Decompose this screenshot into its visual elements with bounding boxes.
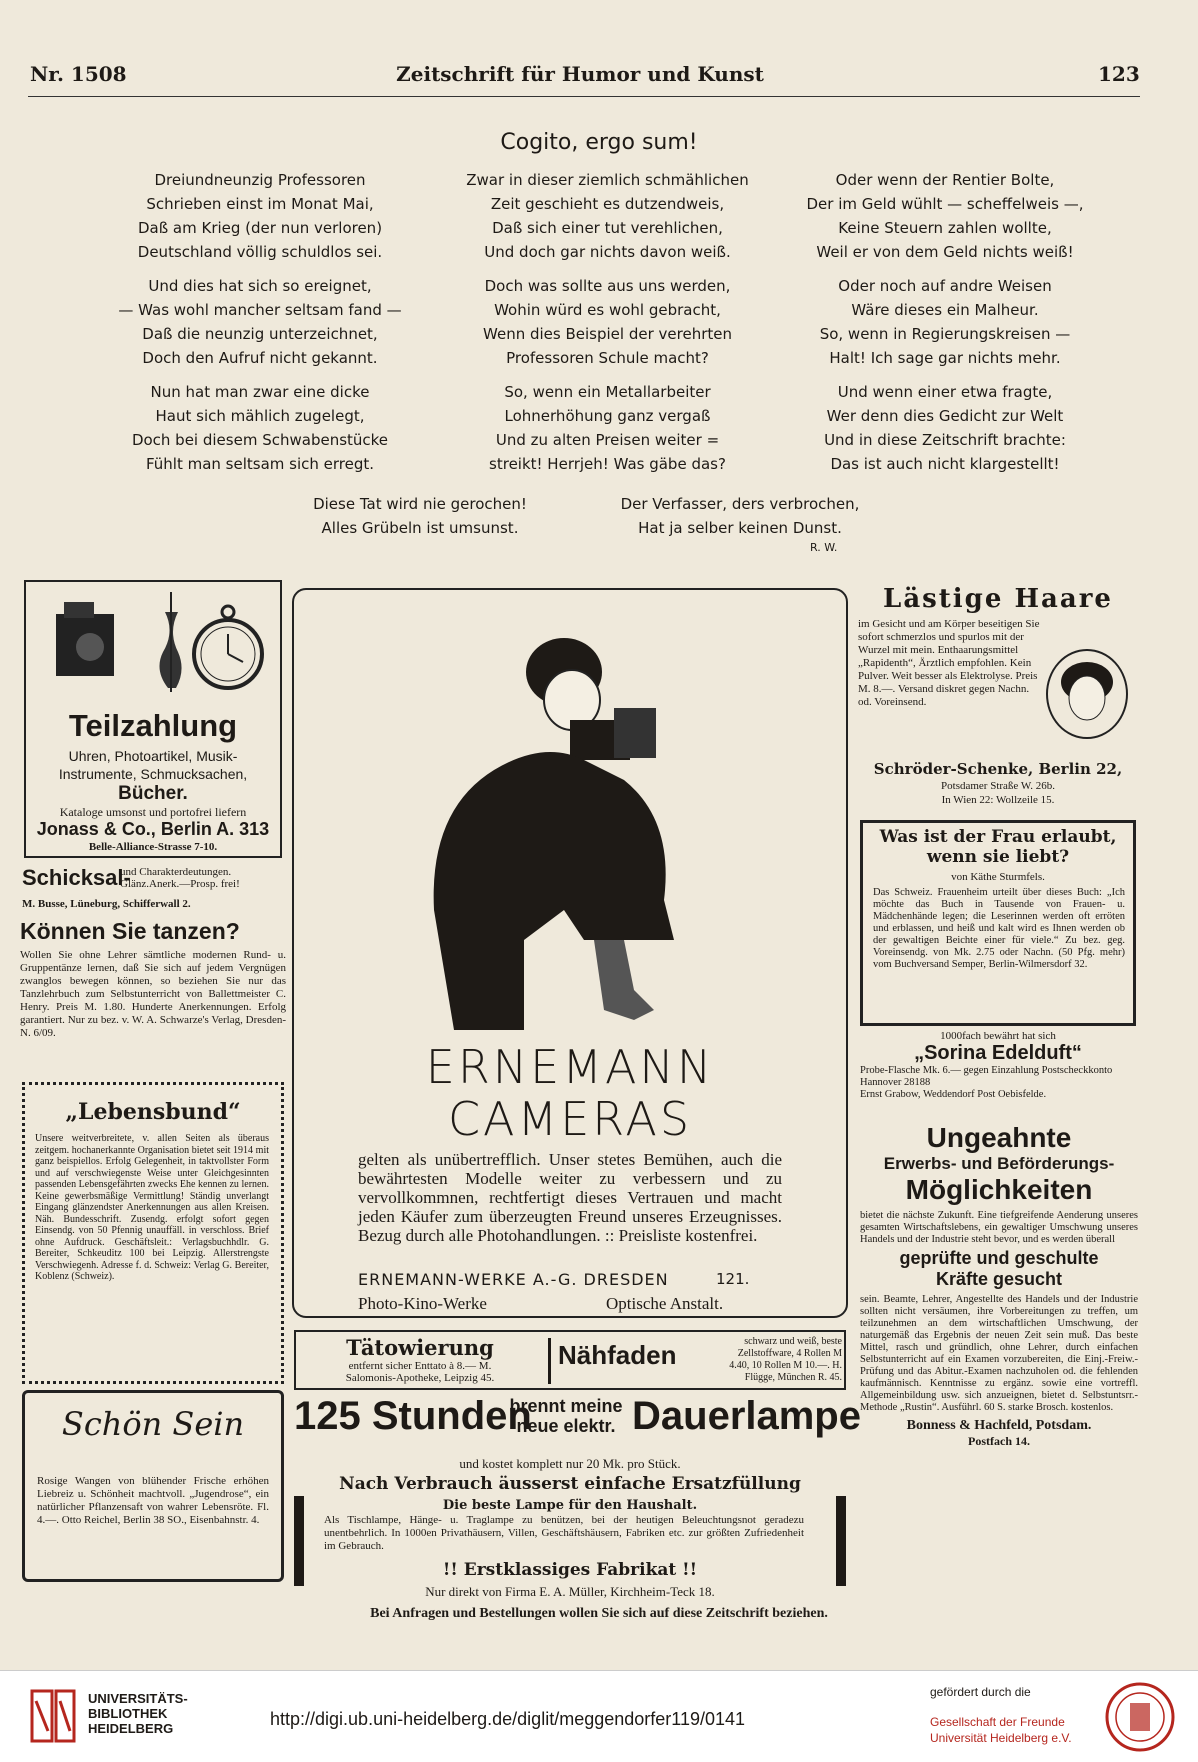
- ad-firm-number: 121.: [716, 1270, 750, 1288]
- ad-best: Die beste Lampe für den Haushalt.: [442, 1498, 698, 1513]
- ad-title: „Lebensbund“: [65, 1099, 241, 1125]
- ad-text: Probe-Flasche Mk. 6.— gegen Einzahlung Postscheckkonto Hannover 28188: [860, 1065, 1113, 1088]
- ad-price: und kostet komplett nur 20 Mk. pro Stück.: [459, 1456, 681, 1471]
- ad-lebensbund: [22, 1082, 284, 1384]
- ad-text: Unsere weitverbreitete, v. allen Seiten als überaus zeitgem. hochanerkannte Organisation bietet seit 1914 mit ganz beispiellos. Erfolg Gelegenheit, in taktvollster Form und auf verschwiegenste Weise unter Gleichgesinnten passenden Lebensgefährten zwecks Ehe kennen zu lernen. Keine gewerbsmäßige Vermittlung! Ständig unverlangt Eingang glänzendster Anerkennungen aus allen Kreisen. Näh. Bundesschrift. Zusendg. erfolgt sofort gegen Einsendg. von 50 Pfennig unauffäll. in verschloss. Brief ohne Aufdruck. Geschäftsleit.: Verlagsbuchhdlr. G. Bereiter, Schkeuditz 100 bei Leipzig. Allerstrengste Verschwiegenh. Adresse f. d. Schweiz: Verlag G. Bereiter, Koblenz (Schweiz).: [35, 1133, 269, 1282]
- header-rule: [28, 96, 1140, 97]
- ad-teilzahlung: [24, 580, 282, 858]
- ad-title: Schicksal-: [22, 865, 131, 890]
- ad-title: Möglichkeiten: [905, 1174, 1093, 1205]
- ad-subtitle: Kräfte gesucht: [935, 1269, 1063, 1289]
- ad-firm: Jonass & Co., Berlin A. 313: [36, 819, 270, 839]
- poem-column-3: [780, 168, 1110, 476]
- ad-row-small: [294, 1330, 846, 1390]
- brand-product: CAMERAS: [447, 1092, 693, 1146]
- woman-with-camera-illustration: [374, 610, 754, 1030]
- ad-address: Salomonis-Apotheke, Leipzig 45.: [345, 1372, 495, 1384]
- source-url[interactable]: http://digi.ub.uni-heidelberg.de/diglit/meggendorfer119/0141: [270, 1709, 746, 1729]
- stanza: Oder noch auf andre Weisen Wäre dieses ein Malheur. So, wenn in Regierungskreisen — Halt! Ich sage gar nichts mehr.: [819, 277, 1071, 367]
- ad-ernemann: [292, 588, 848, 1318]
- ad-subtitle: geprüfte und geschulte: [899, 1248, 1099, 1268]
- journal-title: Zeitschrift für Humor und Kunst: [396, 62, 764, 86]
- ad-mid: brennt meine: [509, 1396, 623, 1416]
- ad-schicksal: [22, 865, 284, 915]
- ad-address: M. Busse, Lüneburg, Schifferwall 2.: [22, 898, 191, 910]
- ad-title: Ungeahnte: [926, 1122, 1072, 1153]
- ad-subtitle: Nach Verbrauch äusserst einfache Ersatzfüllung: [339, 1474, 801, 1494]
- poem-column-1: [90, 168, 430, 476]
- ad-sorina: [860, 1030, 1136, 1118]
- ad-title: Tätowierung: [346, 1335, 494, 1360]
- poem-title: Cogito, ergo sum!: [500, 130, 698, 155]
- ad-subtitle: Erwerbs- und Beförderungs-: [883, 1154, 1115, 1173]
- poem-signature: R. W.: [810, 541, 838, 554]
- sponsor-name: Universität Heidelberg e.V.: [930, 1731, 1072, 1745]
- ad-author: von Käthe Sturmfels.: [951, 871, 1045, 883]
- ad-haare: [858, 584, 1138, 814]
- ad-text: und Charakterdeutungen. Glänz.Anerk.—Prosp. frei!: [120, 866, 240, 890]
- ad-slogan: !! Erstklassiges Fabrikat !!: [442, 1560, 698, 1580]
- ad-title: „Sorina Edelduft“: [914, 1042, 1082, 1064]
- final-stanza-left: Diese Tat wird nie gerochen! Alles Grübeln ist umsunst.: [313, 495, 527, 537]
- ad-line: Bücher.: [118, 783, 188, 804]
- issue-number: Nr. 1508: [30, 62, 127, 86]
- ad-title: Nähfaden: [558, 1340, 677, 1370]
- divider: [548, 1338, 551, 1384]
- ad-address: In Wien 22: Wollzeile 15.: [941, 794, 1055, 806]
- library-name: UNIVERSITÄTS- BIBLIOTHEK HEIDELBERG: [88, 1691, 188, 1736]
- digitization-footer: [0, 1670, 1198, 1762]
- ad-mid: neue elektr.: [516, 1416, 616, 1436]
- ad-footer-right: Optische Anstalt.: [606, 1294, 724, 1313]
- ad-line: Uhren, Photoartikel, Musik-: [68, 748, 238, 764]
- ad-tanzen: [20, 918, 286, 1078]
- stanza: Oder wenn der Rentier Bolte, Der im Geld wühlt — scheffelweis —, Keine Steuern zahlen wollte, Weil er von dem Geld nichts weiß!: [806, 171, 1084, 261]
- brand-name: ERNEMANN: [425, 1040, 715, 1094]
- university-seal-icon: [1104, 1681, 1176, 1753]
- ad-dauerlampe: [294, 1394, 861, 1604]
- ad-firm: Nur direkt von Firma E. A. Müller, Kirchheim-Teck 18.: [425, 1584, 715, 1599]
- ad-big: 125 Stunden: [294, 1394, 532, 1438]
- ad-taetowierung: [300, 1335, 540, 1384]
- ad-title: Teilzahlung: [68, 708, 238, 743]
- sponsor-label: gefördert durch die: [930, 1685, 1031, 1699]
- ad-title: Schön Sein: [61, 1405, 245, 1443]
- ad-line: Kataloge umsonst und portofrei liefern: [59, 805, 247, 819]
- ad-firm: Bonness & Hachfeld, Potsdam.: [906, 1418, 1092, 1433]
- poem-column-2: [435, 168, 780, 476]
- stanza: Doch was sollte aus uns werden, Wohin würd es wohl gebracht, Wenn dies Beispiel der verehrten Professoren Schule macht?: [483, 277, 732, 367]
- sponsor-name: Gesellschaft der Freunde: [930, 1715, 1065, 1729]
- ad-address: Ernst Grabow, Weddendorf Post Oebisfelde.: [860, 1089, 1047, 1100]
- ad-top: 1000fach bewährt hat sich: [940, 1030, 1056, 1042]
- stanza: Und wenn einer etwa fragte, Wer denn dies Gedicht zur Welt Und in diese Zeitschrift brachte: Das ist auch nicht klargestellt!: [824, 383, 1066, 473]
- ad-text: entfernt sicher Enttato à 8.— M.: [348, 1360, 492, 1372]
- ad-firm: ERNEMANN-WERKE A.-G. DRESDEN: [358, 1270, 669, 1289]
- ad-text: schwarz und weiß, beste Zellstoffware, 4 Rollen M 4.40, 10 Rollen M 10.—. H. Flügge, München R. 45.: [729, 1336, 842, 1383]
- ad-text: Als Tischlampe, Hänge- u. Traglampe zu benützen, bei der heutigen Beleuchtungsnot geradezu unentbehrlich. In 1000en Privathäusern, Villen, Geschäftshäusern, Fabriken etc. zur größten Zufriedenheit im Gebrauch.: [324, 1514, 804, 1552]
- bottom-note: Bei Anfragen und Bestellungen wollen Sie sich auf diese Zeitschrift beziehen.: [370, 1606, 828, 1621]
- ad-text: Wollen Sie ohne Lehrer sämtliche modernen Rund- u. Gruppentänze lernen, daß Sie sich auf jedem Vergnügen zwanglos bewegen können, so beziehen Sie nur das Tanzlehrbuch zum Selbstunterricht von Ballettmeister C. Henry. Preis M. 1.80. Hunderte Anerkennungen. Erfolg garantiert. Nur zu bez. v. W. A. Schwarze's Verlag, Dresden-N. 6/09.: [20, 949, 286, 1039]
- ad-ungeahnte: [860, 1122, 1138, 1592]
- stanza: Nun hat man zwar eine dicke Haut sich mählich zugelegt, Doch bei diesem Schwabenstücke Fühlt man seltsam sich erregt.: [131, 383, 389, 473]
- ad-text: Das Schweiz. Frauenheim urteilt über dieses Buch: „Ich möchte das Buch in Tausende von Frauen- u. Mädchenhände legen; die Leserinnen werden oft erröten und erblassen, und heiß und kalt wird es Ihnen werden ob der gewaltigen Beichte einer für viele.“ Zu bez. geg. Voreinsendg. von Mk. 2.75 oder Nachn. (50 Pfg. mehr) vom Buchversand Semper, Berlin-Wilmersdorf 32.: [873, 887, 1125, 970]
- ad-text: sein. Beamte, Lehrer, Angestellte des Handels und der Industrie sollten nicht versäumen, ihre Vorbereitungen zu treffen, um teilzunehmen an dem wirtschaftlichen Umschwung, der naturgemäß das Ergebnis der neuen Zeit sein muß. Das beste Mittel, rasch und gründlich, ohne Lehrer, durch einfachen Selbstunterricht auf ein Examen vorzubereiten, die Einj.-Freiw.-Prüfung und das Abitur.-Examen nachzuholen od. die fehlenden kaufmännisch. Kenntnisse zu ergänz. sowie eine vortreffl. Allgemeinbildung usw. sich anzueignen, bietet d. Selbstuntsrr.-Methode „Rustin“. Ausführl. 60 S. starke Brosch. kostenlos.: [860, 1294, 1138, 1413]
- ad-address: Postfach 14.: [968, 1434, 1030, 1448]
- ad-address: Belle-Alliance-Strasse 7-10.: [88, 841, 218, 853]
- ad-line: Instrumente, Schmucksachen,: [58, 766, 248, 782]
- stanza: So, wenn ein Metallarbeiter Lohnerhöhung ganz vergaß Und zu alten Preisen weiter = streikt! Herrjeh! Was gäbe das?: [489, 383, 726, 473]
- ad-footer-left: Photo-Kino-Werke: [358, 1294, 487, 1313]
- ad-text: Rosige Wangen von blühender Frische erhöhen Liebreiz u. Schönheit machtvoll. „Jugendrose“, ein natürlicher Pflanzensaft von wahrer Lebensröte. Fl. 4.—. Otto Reichel, Berlin 38 SO., Eisenbahnstr. 4.: [37, 1475, 269, 1526]
- library-logo-icon: [28, 1687, 78, 1745]
- stanza: Zwar in dieser ziemlich schmählichen Zeit geschieht es dutzendweis, Daß sich einer tut verehlichen, Und doch gar nichts davon weiß.: [466, 171, 749, 261]
- ad-text: im Gesicht und am Körper beseitigen Sie sofort schmerzlos und spurlos mit der Wurzel mit mein. Enthaarungsmittel „Rapidenth“, Ärztlich empfohlen. Kein Pulver. Weit besser als Elektrolyse. Preis M. 8.—. Versand diskret gegen Nachn. od. Voreinsend.: [858, 618, 1040, 708]
- ad-frau: [860, 820, 1136, 1026]
- ad-big: Dauerlampe: [632, 1394, 861, 1438]
- final-stanza-right: Der Verfasser, ders verbrochen, Hat ja selber keinen Dunst.: [620, 495, 860, 537]
- ad-title: Lästige Haare: [883, 584, 1113, 614]
- bar-right: [836, 1496, 846, 1586]
- ad-title: Was ist der Frau erlaubt, wenn sie liebt?: [879, 827, 1117, 867]
- stanza: Und dies hat sich so ereignet, — Was wohl mancher seltsam fand — Daß die neunzig unterzeichnet, Doch den Aufruf nicht gekannt.: [118, 277, 402, 367]
- watch-camera-violin-icon: [50, 592, 264, 702]
- ad-text: gelten als unübertrefflich. Unser stetes Bemühen, auch die bewährtesten Modelle weiter zu verbessern und zu vervollkommnen, rechtfertigt dieses Vertrauen und macht jeden Käufer zum überzeugten Freund unseres Erzeugnisses. Bezug durch alle Photohandlungen. :: Preisliste kostenfrei.: [358, 1150, 782, 1245]
- ad-address: Potsdamer Straße W. 26b.: [941, 780, 1055, 792]
- stanza: Dreiundneunzig Professoren Schrieben einst im Monat Mai, Daß am Krieg (der nun verloren) Deutschland völlig schuldlos sei.: [137, 171, 383, 261]
- ad-firm: Schröder-Schenke, Berlin 22,: [873, 760, 1123, 778]
- ad-schoen: [22, 1390, 284, 1582]
- page-number: 123: [1098, 62, 1140, 86]
- ad-text: bietet die nächste Zukunft. Eine tiefgreifende Aenderung unseres gesamten Wirtschaftslebens, ein gewaltiger Umschwung unseres Handels und der Industrie steht bevor, und es werden überall: [860, 1210, 1138, 1245]
- ad-title: Können Sie tanzen?: [20, 918, 240, 944]
- bar-left: [294, 1496, 304, 1586]
